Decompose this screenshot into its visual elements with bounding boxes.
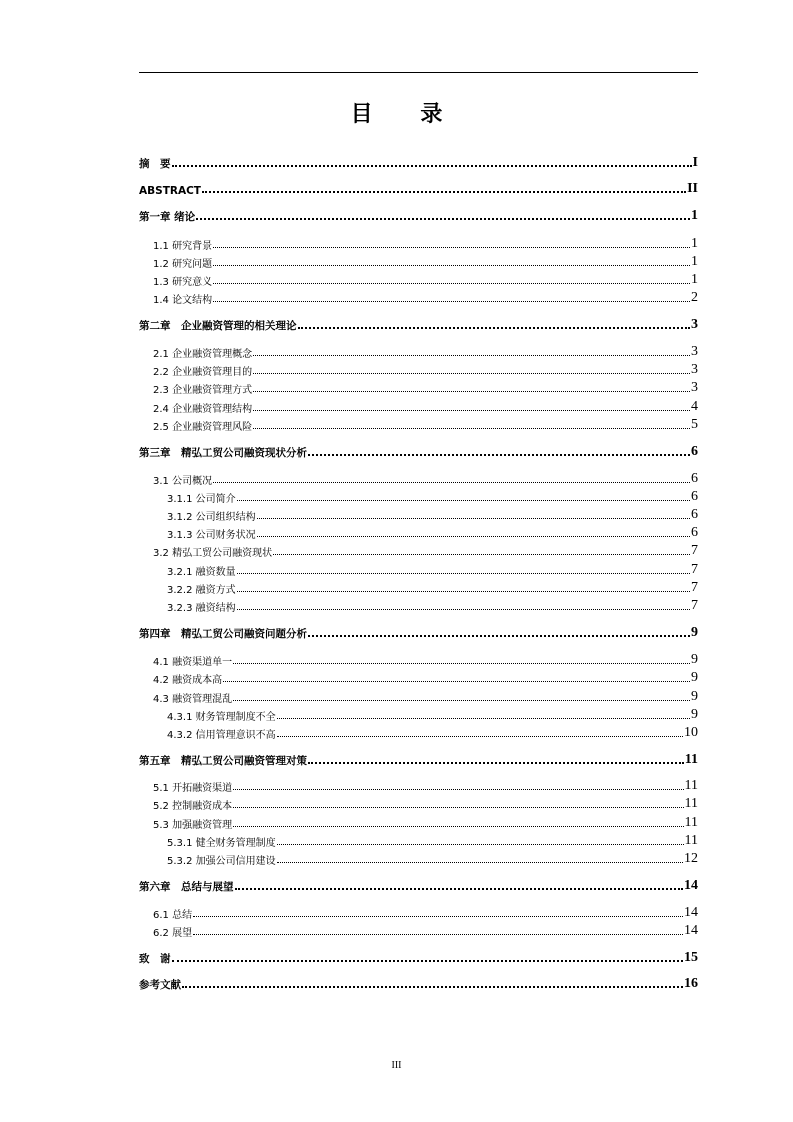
toc-entry-page-number: 14: [684, 923, 698, 938]
toc-leader-dots: [253, 355, 690, 356]
header-rule: [139, 72, 698, 73]
toc-entry-page-number: 9: [691, 707, 698, 722]
toc-leader-dots: [202, 191, 686, 193]
toc-entry-label: 3.1.3 公司财务状况: [167, 530, 256, 541]
toc-entry-page-number: 7: [691, 598, 698, 613]
toc-entry-page-number: 11: [684, 833, 698, 848]
toc-entry-label: 2.5 企业融资管理风险: [153, 422, 253, 433]
toc-leader-dots: [257, 536, 690, 537]
toc-section-entry[interactable]: [153, 776, 698, 794]
toc-section-entry[interactable]: [167, 849, 698, 867]
toc-entry-label: ABSTRACT: [139, 185, 201, 197]
toc-entry-label: 3.1.1 公司简介: [167, 494, 236, 505]
toc-entry-page-number: 9: [691, 625, 698, 640]
toc-entry-label: 4.1 融资渠道单一: [153, 657, 233, 668]
toc-leader-dots: [193, 934, 683, 935]
toc-leader-dots: [213, 482, 690, 483]
toc-entry-label: 3.1 公司概况: [153, 476, 213, 487]
toc-section-entry[interactable]: [153, 360, 698, 378]
toc-entry-label: 第四章 精弘工贸公司融资问题分析: [139, 628, 307, 640]
page-title: 目 录: [350, 102, 463, 127]
toc-entry-page-number: 9: [691, 652, 698, 667]
toc-leader-dots: [253, 391, 690, 392]
toc-entry-label: 5.3 加强融资管理: [153, 820, 233, 831]
toc-entry-label: 6.2 展望: [153, 928, 193, 939]
toc-section-entry[interactable]: [167, 705, 698, 723]
toc-entry-page-number: 3: [691, 380, 698, 395]
toc-leader-dots: [257, 518, 690, 519]
toc-leader-dots: [193, 916, 683, 917]
toc-entry-page-number: 7: [691, 543, 698, 558]
toc-chapter-entry[interactable]: [139, 315, 698, 333]
toc-leader-dots: [237, 500, 690, 501]
toc-entry-label: 5.3.2 加强公司信用建设: [167, 856, 276, 867]
toc-entry-label: 1.4 论文结构: [153, 295, 213, 306]
toc-section-entry[interactable]: [153, 687, 698, 705]
toc-section-entry[interactable]: [153, 288, 698, 306]
toc-entry-label: 5.3.1 健全财务管理制度: [167, 838, 276, 849]
toc-leader-dots: [237, 591, 690, 592]
toc-section-entry[interactable]: [153, 397, 698, 415]
toc-leader-dots: [233, 700, 690, 701]
toc-entry-page-number: 3: [691, 362, 698, 377]
toc-entry-page-number: 11: [684, 778, 698, 793]
toc-section-entry[interactable]: [167, 560, 698, 578]
toc-leader-dots: [298, 327, 691, 329]
toc-chapter-entry[interactable]: [139, 876, 698, 894]
toc-entry-page-number: 12: [684, 851, 698, 866]
toc-section-entry[interactable]: [167, 523, 698, 541]
toc-section-entry[interactable]: [153, 469, 698, 487]
toc-entry-label: 1.3 研究意义: [153, 277, 213, 288]
toc-leader-dots: [233, 789, 683, 790]
toc-entry-page-number: II: [687, 181, 698, 196]
toc-entry-label: 2.3 企业融资管理方式: [153, 385, 253, 396]
toc-section-entry[interactable]: [167, 831, 698, 849]
toc-entry-page-number: 6: [691, 507, 698, 522]
toc-chapter-entry[interactable]: [139, 623, 698, 641]
toc-entry-label: 6.1 总结: [153, 910, 193, 921]
toc-entry-label: 3.2.1 融资数量: [167, 567, 236, 578]
toc-entry-page-number: 7: [691, 562, 698, 577]
toc-entry-page-number: 3: [691, 317, 698, 332]
toc-entry-label: 2.4 企业融资管理结构: [153, 404, 253, 415]
toc-entry-label: 4.3 融资管理混乱: [153, 694, 233, 705]
toc-section-entry[interactable]: [153, 270, 698, 288]
toc-entry-page-number: 2: [691, 290, 698, 305]
toc-section-entry[interactable]: [153, 541, 698, 559]
toc-entry-page-number: 9: [691, 689, 698, 704]
toc-section-entry[interactable]: [153, 921, 698, 939]
toc-leader-dots: [235, 888, 684, 890]
toc-leader-dots: [277, 736, 683, 737]
toc-entry-page-number: 3: [691, 344, 698, 359]
toc-entry-label: 2.2 企业融资管理目的: [153, 367, 253, 378]
toc-entry-page-number: 16: [684, 976, 698, 991]
toc-leader-dots: [308, 635, 690, 637]
toc-section-entry[interactable]: [153, 378, 698, 396]
toc-entry-page-number: 6: [691, 444, 698, 459]
toc-section-entry[interactable]: [167, 723, 698, 741]
toc-entry-page-number: 11: [684, 752, 698, 767]
toc-entry-label: 第六章 总结与展望: [139, 881, 234, 893]
toc-chapter-entry[interactable]: [139, 153, 698, 171]
toc-leader-dots: [308, 454, 690, 456]
toc-entry-page-number: 4: [691, 399, 698, 414]
toc-section-entry[interactable]: [153, 903, 698, 921]
toc-section-entry[interactable]: [153, 342, 698, 360]
toc-entry-label: 第五章 精弘工贸公司融资管理对策: [139, 755, 307, 767]
toc-leader-dots: [253, 410, 690, 411]
toc-leader-dots: [237, 573, 690, 574]
toc-entry-label: 1.2 研究问题: [153, 259, 213, 270]
toc-chapter-entry[interactable]: [139, 750, 698, 768]
toc-section-entry[interactable]: [167, 487, 698, 505]
toc-section-entry[interactable]: [153, 668, 698, 686]
toc-leader-dots: [172, 960, 684, 962]
toc-chapter-entry[interactable]: [139, 974, 698, 992]
toc-entry-label: 第一章 绪论: [139, 211, 196, 223]
toc-leader-dots: [172, 165, 692, 167]
toc-leader-dots: [213, 283, 690, 284]
toc-entry-page-number: 5: [691, 417, 698, 432]
toc-entry-page-number: 7: [691, 580, 698, 595]
toc-entry-page-number: 1: [691, 254, 698, 269]
toc-leader-dots: [213, 265, 690, 266]
toc-entry-page-number: 14: [684, 878, 698, 893]
toc-entry-label: 4.3.2 信用管理意识不高: [167, 730, 276, 741]
toc-section-entry[interactable]: [167, 505, 698, 523]
toc-entry-label: 3.1.2 公司组织结构: [167, 512, 256, 523]
toc-leader-dots: [253, 428, 690, 429]
toc-entry-label: 1.1 研究背景: [153, 241, 213, 252]
toc-leader-dots: [233, 826, 683, 827]
toc-leader-dots: [277, 844, 684, 845]
toc-entry-label: 第二章 企业融资管理的相关理论: [139, 320, 297, 332]
toc-section-entry[interactable]: [153, 794, 698, 812]
toc-leader-dots: [213, 247, 690, 248]
toc-entry-page-number: I: [692, 155, 698, 170]
toc-section-entry[interactable]: [167, 596, 698, 614]
toc-entry-page-number: 6: [691, 525, 698, 540]
toc-entry-page-number: 1: [691, 236, 698, 251]
toc-entry-label: 5.2 控制融资成本: [153, 801, 233, 812]
toc-leader-dots: [223, 681, 690, 682]
toc-entry-label: 3.2 精弘工贸公司融资现状: [153, 548, 273, 559]
toc-entry-label: 4.3.1 财务管理制度不全: [167, 712, 276, 723]
toc-chapter-entry[interactable]: [139, 179, 698, 197]
toc-leader-dots: [233, 807, 683, 808]
toc-entry-label: 5.1 开拓融资渠道: [153, 783, 233, 794]
toc-leader-dots: [233, 663, 690, 664]
toc-entry-label: 3.2.2 融资方式: [167, 585, 236, 596]
toc-section-entry[interactable]: [153, 650, 698, 668]
toc-entry-label: 第三章 精弘工贸公司融资现状分析: [139, 447, 307, 459]
toc-chapter-entry[interactable]: [139, 206, 698, 224]
toc-entry-page-number: 6: [691, 471, 698, 486]
toc-entry-page-number: 6: [691, 489, 698, 504]
toc-entry-page-number: 15: [684, 950, 698, 965]
toc-entry-label: 摘 要: [139, 158, 171, 170]
toc-entry-page-number: 11: [684, 815, 698, 830]
toc-entry-label: 致 谢: [139, 953, 171, 965]
toc-chapter-entry[interactable]: [139, 442, 698, 460]
toc-leader-dots: [308, 762, 684, 764]
toc-section-entry[interactable]: [153, 415, 698, 433]
toc-entry-page-number: 10: [684, 725, 698, 740]
toc-entry-page-number: 1: [691, 208, 698, 223]
toc-entry-page-number: 9: [691, 670, 698, 685]
toc-entry-page-number: 14: [684, 905, 698, 920]
toc-leader-dots: [237, 609, 690, 610]
toc-leader-dots: [273, 554, 690, 555]
toc-entry-label: 参考文献: [139, 979, 181, 991]
toc-leader-dots: [277, 862, 683, 863]
toc-section-entry[interactable]: [153, 252, 698, 270]
toc-leader-dots: [196, 218, 690, 220]
toc-section-entry[interactable]: [153, 813, 698, 831]
toc-entry-label: 4.2 融资成本高: [153, 675, 223, 686]
footer-page-number: III: [391, 1060, 402, 1071]
toc-entry-label: 2.1 企业融资管理概念: [153, 349, 253, 360]
toc-leader-dots: [182, 986, 683, 988]
toc-leader-dots: [253, 373, 690, 374]
toc-entry-page-number: 1: [691, 272, 698, 287]
toc-section-entry[interactable]: [153, 234, 698, 252]
toc-chapter-entry[interactable]: [139, 948, 698, 966]
toc-leader-dots: [277, 718, 690, 719]
toc-leader-dots: [213, 301, 690, 302]
toc-entry-page-number: 11: [684, 796, 698, 811]
toc-entry-label: 3.2.3 融资结构: [167, 603, 236, 614]
toc-section-entry[interactable]: [167, 578, 698, 596]
